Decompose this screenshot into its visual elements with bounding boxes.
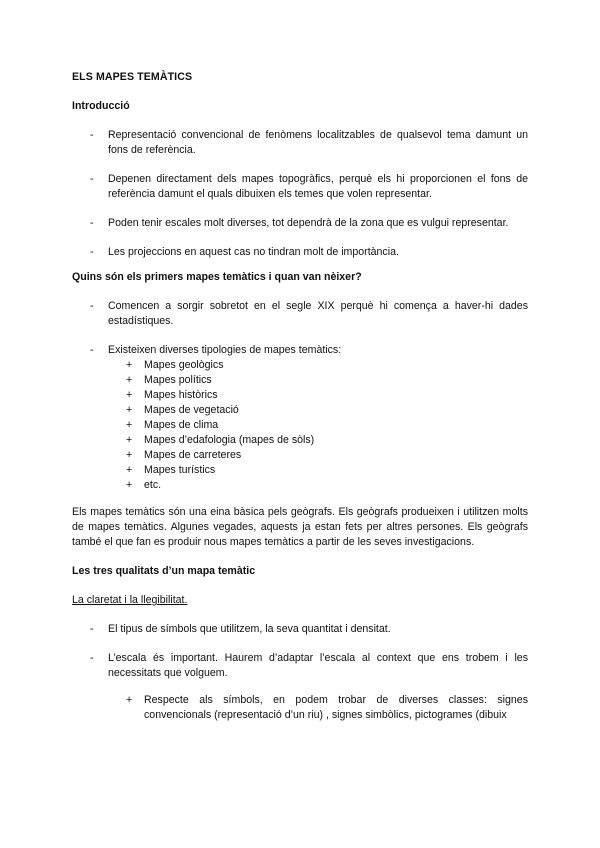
- list-item-text: Representació convencional de fenòmens localitzables de qualsevol tema damunt un fons de referència.: [108, 129, 528, 156]
- origins-list: [72, 299, 528, 493]
- plus-bullet: +: [126, 479, 133, 491]
- plus-bullet: +: [126, 434, 133, 446]
- origins-heading: Quins són els primers mapes temàtics i quan van nèixer?: [72, 271, 362, 283]
- map-types-list: [108, 358, 528, 493]
- dash-bullet: -: [90, 344, 94, 356]
- list-item: [72, 299, 528, 329]
- list-item-text: Depenen directament dels mapes topogràfics, perquè els hi proporcionen el fons de referència damunt el quals dibuixen els temes que volen representar.: [108, 173, 528, 200]
- map-type-item: [108, 388, 528, 403]
- dash-bullet: -: [90, 246, 94, 258]
- map-type-text: Mapes turístics: [144, 464, 216, 476]
- map-type-item: [108, 463, 528, 478]
- dash-bullet: -: [90, 623, 94, 635]
- list-item: [72, 216, 528, 231]
- list-item-text: Poden tenir escales molt diverses, tot dependrà de la zona que es vulgui representar.: [108, 217, 509, 229]
- map-type-item: [108, 373, 528, 388]
- list-item: [72, 128, 528, 158]
- dash-bullet: -: [90, 300, 94, 312]
- list-item-text: Comencen a sorgir sobretot en el segle XIX perquè hi comença a haver-hi dades estadístiques.: [108, 300, 528, 327]
- list-item: [72, 343, 528, 493]
- map-type-text: Mapes geològics: [144, 359, 224, 371]
- plus-bullet: +: [126, 374, 133, 386]
- intro-list: [72, 128, 528, 260]
- nested-item: [72, 693, 528, 723]
- list-item-text: Existeixen diverses tipologies de mapes temàtics:: [108, 344, 342, 356]
- map-type-item: [108, 478, 528, 493]
- map-type-item: [108, 403, 528, 418]
- intro-heading: Introducció: [72, 100, 130, 112]
- qualities-list: [72, 622, 528, 681]
- map-type-text: etc.: [144, 479, 162, 491]
- plus-bullet: +: [126, 389, 133, 401]
- list-item: [72, 245, 528, 260]
- map-type-text: Mapes de clima: [144, 419, 219, 431]
- map-type-item: [108, 358, 528, 373]
- body-paragraph: Els mapes temàtics són una eina bàsica pels geògrafs. Els geògrafs produeixen i utilitzen molts de mapes temàtics. Algunes vegades, aquests ja estan fets per altres persones. Els geògrafs també el que fan es produir nous mapes temàtics a partir de les seves investigacions.: [72, 506, 528, 548]
- plus-bullet: +: [126, 449, 133, 461]
- qualities-heading: Les tres qualitats d’un mapa temàtic: [72, 565, 256, 577]
- map-type-text: Mapes de vegetació: [144, 404, 239, 416]
- list-item-text: L’escala és important. Haurem d’adaptar l’escala al context que ens trobem i les necessitats que volguem.: [108, 652, 528, 679]
- list-item: [72, 651, 528, 681]
- map-type-item: [108, 448, 528, 463]
- plus-bullet: +: [126, 359, 133, 371]
- document-page: [72, 70, 528, 723]
- plus-bullet: +: [126, 694, 133, 706]
- map-type-text: Mapes d’edafologia (mapes de sòls): [144, 434, 315, 446]
- list-item-text: Les projeccions en aquest cas no tindran molt de importància.: [108, 246, 399, 258]
- plus-bullet: +: [126, 464, 133, 476]
- list-item: [72, 172, 528, 202]
- plus-bullet: +: [126, 404, 133, 416]
- plus-bullet: +: [126, 419, 133, 431]
- dash-bullet: -: [90, 217, 94, 229]
- map-type-text: Mapes de carreteres: [144, 449, 242, 461]
- dash-bullet: -: [90, 129, 94, 141]
- map-type-text: Mapes polítics: [144, 374, 212, 386]
- map-type-item: [108, 418, 528, 433]
- map-type-text: Mapes històrics: [144, 389, 218, 401]
- nested-item-text: Respecte als símbols, en podem trobar de diverses classes: signes convencionals (representació d’un riu) , signes simbòlics, pictogrames (dibuix: [144, 694, 528, 721]
- map-type-item: [108, 433, 528, 448]
- dash-bullet: -: [90, 173, 94, 185]
- list-item-text: El tipus de símbols que utilitzem, la seva quantitat i densitat.: [108, 623, 391, 635]
- list-item: [72, 622, 528, 637]
- dash-bullet: -: [90, 652, 94, 664]
- document-title: ELS MAPES TEMÀTICS: [72, 71, 193, 83]
- clarity-subheading: La claretat i la llegibilitat.: [72, 594, 188, 606]
